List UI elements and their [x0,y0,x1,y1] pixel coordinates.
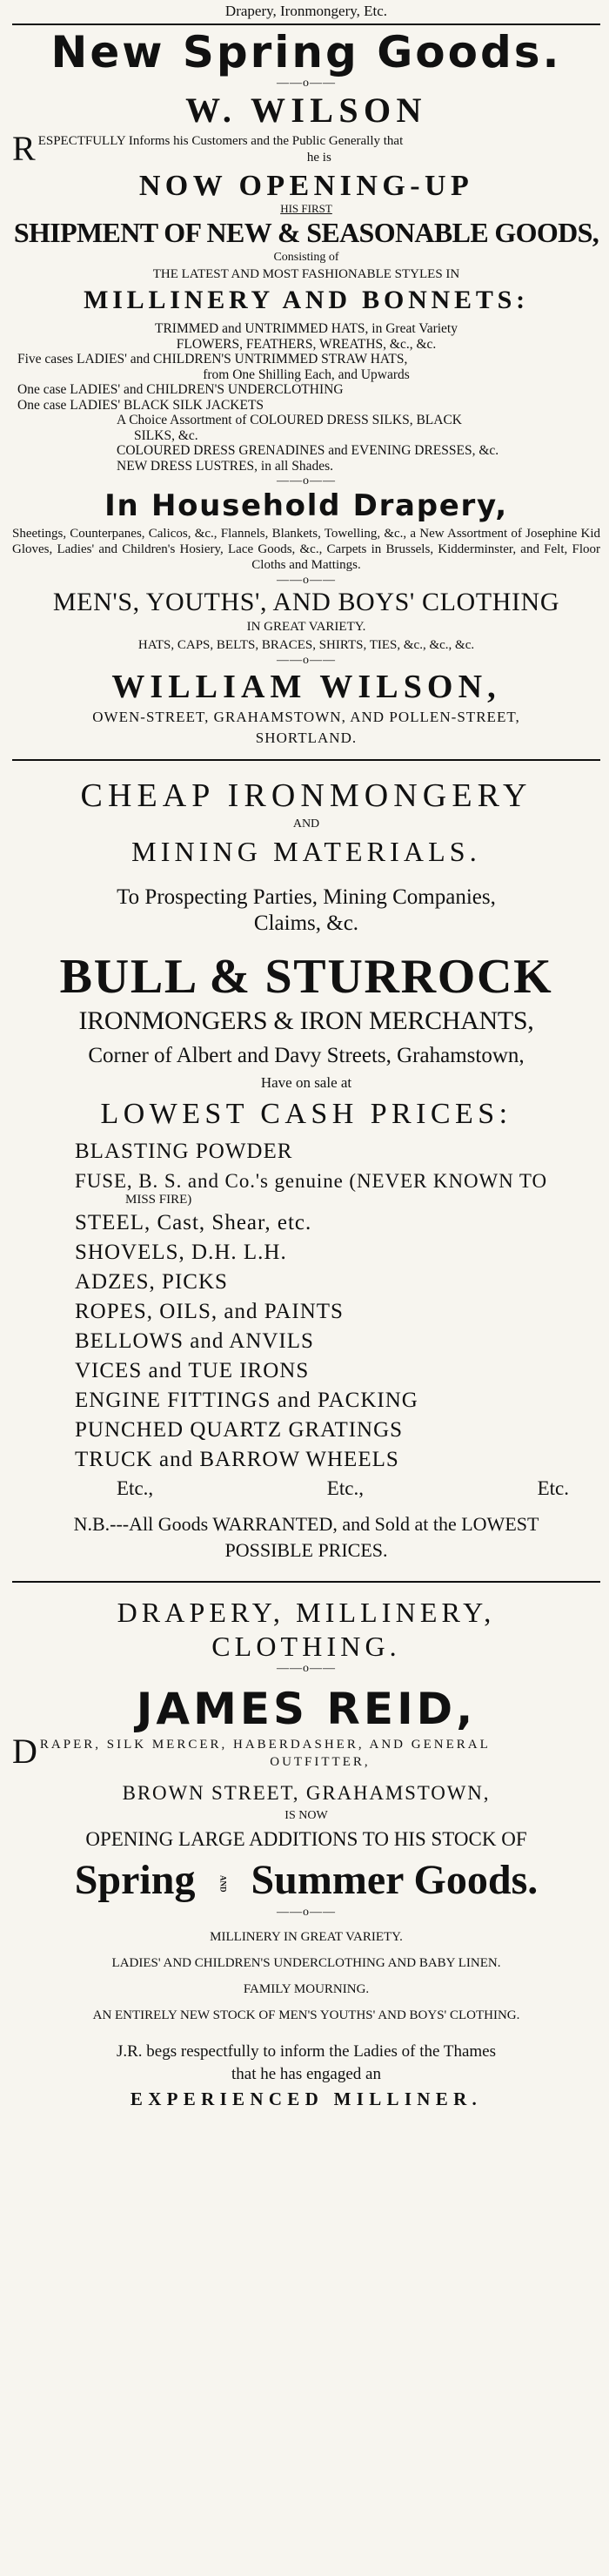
have-on-sale: Have on sale at [260,1074,352,1091]
spring-summer [12,1854,600,1907]
clothing-heading: MEN'S, YOUTHS', AND BOYS' CLOTHING [52,588,560,616]
ornament: ——o—— [277,474,336,488]
list-item: Five cases LADIES' and CHILDREN'S UNTRIMMED STRAW HATS, [17,352,408,367]
hats-line: HATS, CAPS, BELTS, BRACES, SHIRTS, TIES, &c., &c., &c. [137,638,475,652]
ironmongery-heading: CHEAP IRONMONGERY [80,777,532,814]
and-label: AND [292,817,320,831]
great-variety: IN GREAT VARIETY. [246,620,366,634]
bull-sturrock-name: BULL & STURROCK [59,950,553,1004]
etc-label: Etc. [537,1477,569,1499]
wilson-name: W. WILSON [185,91,427,130]
wilson-signature: WILLIAM WILSON, [111,669,501,705]
reid-line: MILLINERY IN GREAT VARIETY. [210,1930,403,1944]
product-item: TRUCK and BARROW WHEELS [75,1448,399,1471]
household-text: Sheetings, Counterpanes, Calicos, &c., Flannels, Blankets, Towelling, &c., a New Assortment of Josephine Kid Gloves, Ladies' and Children's Hosiery, Lace Goods, &c., Carpets in Brussels, Kidderminster, and Felt, Floor Cloths and Mattings. [12,527,600,572]
product-item: PUNCHED QUARTZ GRATINGS [75,1418,404,1442]
product-list [12,1137,600,1475]
section-rule [12,1581,600,1583]
experienced-milliner: EXPERIENCED MILLINER. [130,2088,483,2109]
drapery-heading: DRAPERY, MILLINERY, [117,1597,496,1628]
spring-word: Spring [74,1857,196,1903]
reid-line: LADIES' AND CHILDREN'S UNDERCLOTHING AND BABY LINEN. [111,1956,501,1970]
top-rule [12,24,600,25]
trade-line-2: OUTFITTER, [270,1755,371,1769]
summer-goods: Summer Goods. [251,1857,539,1903]
millinery-heading: MILLINERY AND BONNETS: [84,286,529,314]
begs-line-1: J.R. begs respectfully to inform the Ladies of the Thames [116,2042,497,2061]
etc-label: Etc., [117,1477,154,1499]
shipment: SHIPMENT OF NEW & SEASONABLE GOODS, [13,217,599,248]
james-reid-advertisement [9,1595,604,2112]
product-item: BLASTING POWDER [75,1140,293,1163]
etc-row [117,1475,569,1503]
list-item: FLOWERS, FEATHERS, WREATHS, &c., &c. [176,336,437,352]
product-item: BELLOWS and ANVILS [75,1329,314,1353]
lowest-cash-prices: LOWEST CASH PRICES: [100,1098,512,1130]
corner-line: Corner of Albert and Davy Streets, Grahamstown, [88,1044,525,1067]
his-first: HIS FIRST [280,202,332,215]
brown-street: BROWN STREET, GRAHAMSTOWN, [122,1782,491,1804]
list-item: TRIMMED and UNTRIMMED HATS, in Great Variety [155,321,458,336]
product-item: ROPES, OILS, and PAINTS [75,1300,344,1323]
millinery-list [12,321,600,474]
list-item: SILKS, &c. [134,427,198,443]
running-title: Drapery, Ironmongery, Etc. [224,3,388,19]
reid-line: FAMILY MOURNING. [243,1982,370,1996]
list-item: NEW DRESS LUSTRES, in all Shades. [117,458,334,474]
now-opening: NOW OPENING-UP [138,170,474,202]
product-item: ADZES, PICKS [75,1270,228,1294]
ornament: ——o—— [277,1662,336,1675]
intro-line: ESPECTFULLY Informs his Customers and the Public Generally that [37,134,404,148]
ornament: ——o—— [277,1906,336,1919]
product-note: MISS FIRE) [125,1193,192,1207]
etc-label: Etc., [326,1477,364,1499]
address-line-2: SHORTLAND. [255,730,358,746]
ornament: ——o—— [277,77,336,90]
to-line-2: Claims, &c. [253,911,359,935]
to-line-1: To Prospecting Parties, Mining Companies, [117,885,496,909]
opening-line: OPENING LARGE ADDITIONS TO HIS STOCK OF [85,1828,527,1850]
wilson-headline: New Spring Goods. [50,27,562,77]
trade-line: IRONMONGERS & IRON MERCHANTS, [78,1006,534,1035]
list-item: COLOURED DRESS GRENADINES and EVENING DRESSES, &c. [117,443,499,458]
product-item: ENGINE FITTINGS and PACKING [75,1389,418,1412]
latest-styles: THE LATEST AND MOST FASHIONABLE STYLES IN [152,267,460,281]
product-item: VICES and TUE IRONS [75,1359,310,1382]
list-item: A Choice Assortment of COLOURED DRESS SILKS, BLACK [117,413,462,427]
wilson-advertisement [9,27,604,749]
reid-trade [12,1732,600,1771]
list-item: One case LADIES' BLACK SILK JACKETS [17,397,264,413]
mining-heading: MINING MATERIALS. [131,836,481,867]
section-rule [12,759,600,761]
consisting: Consisting of [273,251,339,264]
nb-line-1: N.B.---All Goods WARRANTED, and Sold at the LOWEST [73,1513,539,1535]
product-item: FUSE, B. S. and Co.'s genuine (NEVER KNOWN TO [75,1170,548,1192]
ornament: ——o—— [277,654,336,667]
address-line-1: OWEN-STREET, GRAHAMSTOWN, AND POLLEN-STREET, [92,709,520,725]
list-item: from One Shilling Each, and Upwards [203,367,410,382]
product-item: SHOVELS, D.H. L.H. [75,1241,287,1264]
product-item: STEEL, Cast, Shear, etc. [75,1211,312,1234]
household-heading: In Household Drapery, [104,488,508,523]
bull-sturrock-advertisement [9,777,604,1564]
list-item: One case LADIES' and CHILDREN'S UNDERCLOTHING [17,382,344,397]
dropcap: R [12,129,36,168]
nb-line-2: POSSIBLE PRICES. [224,1539,388,1561]
james-reid-name: JAMES REID, [136,1684,477,1734]
trade-line-1: RAPER, SILK MERCER, HABERDASHER, AND GENERAL [39,1738,491,1752]
begs-line-2: that he has engaged an [231,2065,381,2083]
intro-line-2: he is [306,151,331,165]
ornament: ——o—— [277,574,336,587]
wilson-intro [12,129,600,168]
is-now: IS NOW [284,1809,328,1822]
clothing-heading-reid: CLOTHING. [211,1631,401,1662]
dropcap: D [12,1732,37,1771]
and-vertical: AND [218,1875,228,1893]
reid-line: AN ENTIRELY NEW STOCK OF MEN'S YOUTHS' AND BOYS' CLOTHING. [92,2008,520,2022]
